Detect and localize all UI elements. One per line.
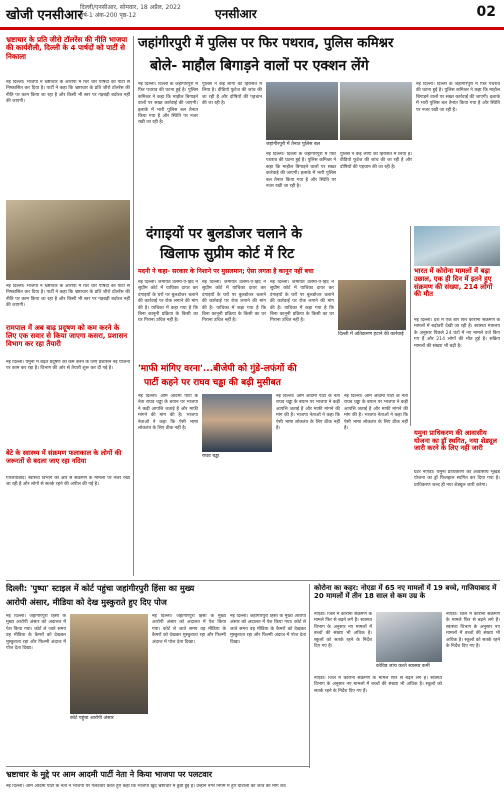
lead-body-col3: नई दिल्ली। दिल्ली के जहांगीरपुरी में फिर पथराव की घटना हुई है। पुलिस कमिश्नर ने कहा कि माहौल बिगाड़ने वालों पर सख्त कार्रवाई की जाएगी। इलाके में भारी पुलिस बल तैनात किया गया है और स्थिति पर नजर रखी जा रही है। xyxy=(266,152,336,190)
mid-subhead: मदनी ने कहा- सरकार के निशाने पर मुसलमान; ऐसा लगता है कानून नहीं बचा xyxy=(138,268,314,275)
lead-photo-crowd xyxy=(266,82,338,140)
corona-kids-body-col2: नोएडा। जिले में कोरोना संक्रमण के मामले फिर से बढ़ने लगे हैं। स्वास्थ्य विभाग के अनुसार नए मामलों में बच्चों की संख्या भी अधिक है। स्कूलों को सतर्क रहने के निर्देश दिए गए हैं। xyxy=(446,612,500,650)
quote-body-col2: नई दिल्ली। आम आदमी पार्टी के नेता राघव चड्ढा के बयान पर भाजपा ने कड़ी आपत्ति जताई है और माफी मांगने की मांग की है। भाजपा नेताओं ने कहा कि ऐसी भाषा लोकतंत्र के लिए ठीक नहीं है। xyxy=(276,394,340,432)
mid-photo-demolition xyxy=(338,280,406,330)
left-story-1-headline: भ्रष्टाचार के प्रति जीरो टॉलरेंस की नीति भाजपा की कार्यशैली, दिल्ली के 4 पार्षदों को पार्टी से निकाला xyxy=(6,35,128,61)
page-number: 02 xyxy=(476,4,496,20)
quote-body-col1: नई दिल्ली। आम आदमी पार्टी के नेता राघव चड्ढा के बयान पर भाजपा ने कड़ी आपत्ति जताई है और माफी मांगने की मांग की है। भाजपा नेताओं ने कहा कि ऐसी भाषा लोकतंत्र के लिए ठीक नहीं है। xyxy=(138,394,198,432)
quote-headline-line2: पार्टी कहने पर राघव चड्ढा की बढ़ी मुसीबत xyxy=(144,378,281,388)
right-story-2-body: ग्रेटर नोएडा। यमुना प्राधिकरण की आवासीय भूखंड योजना का ड्रॉ फिलहाल स्थगित कर दिया गया है। प्राधिकरण जल्द ही नया शेड्यूल जारी करेगा। xyxy=(414,470,500,488)
left-story-2-headline: रामपाल में अब बाढ़ प्रदूषण को कम करने के लिए एक सवार से किया जाएगा कसरा, प्रशासन विभाग कर रहा तैयारी xyxy=(6,324,128,349)
column-divider-right xyxy=(410,226,411,426)
pushpa-body-col2: नई दिल्ली। जहांगीरपुरी हिंसा के मुख्य आरोपी अंसार को अदालत में पेश किया गया। कोर्ट ले जाते समय वह मीडिया के कैमरों को देखकर मुस्कुराता रहा और फिल्मी अंदाज में पोज देता दिखा। xyxy=(152,614,226,645)
lead-headline-line2: बोले- माहौल बिगाड़ने वालों पर एक्शन लेंगे xyxy=(150,58,369,74)
left-photo-bulldozer xyxy=(6,200,130,280)
right-story-1-headline: भारत में कोरोना मामलों में बढ़ा उछाल, एक ही दिन में इतने हुए संक्रमण की संख्या, 214 लोगों की मौत xyxy=(414,267,493,299)
lead-headline-line1: जहांगीरपुरी में पुलिस पर फिर पथराव, पुलिस कमिश्नर xyxy=(138,36,394,51)
lead-body-col4: पुलिस ने कई लोगों को हिरासत में लिया है। वीडियो फुटेज की जांच की जा रही है और दोषियों की पहचान की जा रही है। xyxy=(340,152,412,170)
left-story-3-body: गाजियाबाद। स्वास्थ्य विभाग की ओर से संक्रमण के मामलों पर नजर रखी जा रही है और लोगों से सतर्क रहने की अपील की गई है। xyxy=(6,476,130,488)
bottom-headline: भ्रष्टाचार के मुद्दे पर आम आदमी पार्टी नेता ने किया भाजपा पर पलटवार xyxy=(6,770,213,779)
quote-photo-raghav xyxy=(202,394,272,452)
mid-body-col1: नई दिल्ली। जमीयत उलेमा-ए-हिंद ने सुप्रीम कोर्ट में याचिका दायर कर दंगाइयों के घरों पर बुलडोजर चलाने की कार्रवाई पर रोक लगाने की मांग की है। याचिका में कहा गया है कि बिना कानूनी प्रक्रिया के किसी का घर गिराना उचित नहीं है। xyxy=(138,280,198,324)
mid-headline-line1: दंगाइयों पर बुलडोजर चलाने के xyxy=(146,226,302,242)
quote-body-col3: नई दिल्ली। आम आदमी पार्टी के नेता राघव चड्ढा के बयान पर भाजपा ने कड़ी आपत्ति जताई है और माफी मांगने की मांग की है। भाजपा नेताओं ने कहा कि ऐसी भाषा लोकतंत्र के लिए ठीक नहीं है। xyxy=(344,394,408,432)
right-photo-covid xyxy=(414,226,500,266)
corona-kids-headline: कोरोना का कहर: नोएडा में 65 नए मामलों में 19 बच्चे, गाजियाबाद में 20 मामलों में तीन 18 साल से कम उम्र के xyxy=(314,584,497,601)
left-story-1-body: नई दिल्ली। भाजपा ने भ्रष्टाचार के आरोपों में घिरे चार पार्षदों को पार्टी से निष्कासित कर दिया है। पार्टी ने कहा कि भ्रष्टाचार के प्रति जीरो टॉलरेंस की नीति पर काम किया जा रहा है और किसी भी स्तर पर गड़बड़ी बर्दाश्त नहीं की जाएगी। xyxy=(6,80,130,105)
pushpa-body-col3: नई दिल्ली। जहांगीरपुरी हिंसा के मुख्य आरोपी अंसार को अदालत में पेश किया गया। कोर्ट ले जाते समय वह मीडिया के कैमरों को देखकर मुस्कुराता रहा और फिल्मी अंदाज में पोज देता दिखा। xyxy=(230,614,306,645)
mid-body-col3: नई दिल्ली। जमीयत उलेमा-ए-हिंद ने सुप्रीम कोर्ट में याचिका दायर कर दंगाइयों के घरों पर बुलडोजर चलाने की कार्रवाई पर रोक लगाने की मांग की है। याचिका में कहा गया है कि बिना कानूनी प्रक्रिया के किसी का घर गिराना उचित नहीं है। xyxy=(270,280,334,324)
mid-headline-line2: खिलाफ सुप्रीम कोर्ट में रिट xyxy=(160,246,295,262)
corona-kids-body-col1: नोएडा। जिले में कोरोना संक्रमण के मामले फिर से बढ़ने लगे हैं। स्वास्थ्य विभाग के अनुसार नए मामलों में बच्चों की संख्या भी अधिक है। स्कूलों को सतर्क रहने के निर्देश दिए गए हैं। xyxy=(314,612,372,650)
section-label: एनसीआर xyxy=(215,7,257,21)
column-divider-left xyxy=(133,36,134,576)
mid-body-col2: नई दिल्ली। जमीयत उलेमा-ए-हिंद ने सुप्रीम कोर्ट में याचिका दायर कर दंगाइयों के घरों पर बुलडोजर चलाने की कार्रवाई पर रोक लगाने की मांग की है। याचिका में कहा गया है कि बिना कानूनी प्रक्रिया के किसी का घर गिराना उचित नहीं है। xyxy=(202,280,266,324)
right-story-2-headline: यमुना प्राधिकरण की आवासीय योजना का ड्रॉ स्थगित, नया शेड्यूल जारी करने के लिए नहीं जारी xyxy=(414,429,497,453)
column-divider-bottom xyxy=(309,584,310,768)
bottom-divider xyxy=(6,766,310,767)
pushpa-body-col1: नई दिल्ली। जहांगीरपुरी हिंसा के मुख्य आरोपी अंसार को अदालत में पेश किया गया। कोर्ट ले जाते समय वह मीडिया के कैमरों को देखकर मुस्कुराता रहा और फिल्मी अंदाज में पोज देता दिखा। xyxy=(6,614,66,652)
right-story-1-body: नई दिल्ली। देश में एक बार फिर कोरोना संक्रमण के मामलों में बढ़ोतरी देखी जा रही है। स्वास्थ्य मंत्रालय के अनुसार पिछले 24 घंटों में नए मामले दर्ज किए गए हैं और 214 लोगों की मौत हुई है। सक्रिय मामलों की संख्या भी बढ़ी है। xyxy=(414,318,500,349)
left-story-3-headline: बेटे के स्वास्थ्य में संक्रमण फलाकाल के लोगों की जरूरतों से बदला जाए रहा नदिया xyxy=(6,449,122,465)
lead-body-col5: नई दिल्ली। दिल्ली के जहांगीरपुरी में फिर पथराव की घटना हुई है। पुलिस कमिश्नर ने कहा कि माहौल बिगाड़ने वालों पर सख्त कार्रवाई की जाएगी। इलाके में भारी पुलिस बल तैनात किया गया है और स्थिति पर नजर रखी जा रही है। xyxy=(416,82,500,113)
pushpa-headline-line1: दिल्ली: 'पुष्पा' स्टाइल में कोर्ट पहुंचा जहांगीरपुरी हिंसा का मुख्य xyxy=(6,583,195,593)
pushpa-headline-line2: आरोपी अंसार, मीडिया को देख मुस्कुराते हुए दिए पोज xyxy=(6,597,167,607)
corona-kids-body-col3: नोएडा। जिले में कोरोना संक्रमण के मामले फिर से बढ़ने लगे हैं। स्वास्थ्य विभाग के अनुसार नए मामलों में बच्चों की संख्या भी अधिक है। स्कूलों को सतर्क रहने के निर्देश दिए गए हैं। xyxy=(314,676,442,694)
left-story-1-body-cont: नई दिल्ली। भाजपा ने भ्रष्टाचार के आरोपों में घिरे चार पार्षदों को पार्टी से निष्कासित कर दिया है। पार्टी ने कहा कि भ्रष्टाचार के प्रति जीरो टॉलरेंस की नीति पर काम किया जा रहा है और किसी भी स्तर पर गड़बड़ी बर्दाश्त नहीं की जाएगी। xyxy=(6,284,130,309)
corona-kids-caption: कोविड जांच करते स्वास्थ्य कर्मी xyxy=(376,664,430,669)
page-header xyxy=(0,0,504,30)
lead-body-col2: पुलिस ने कई लोगों को हिरासत में लिया है। वीडियो फुटेज की जांच की जा रही है और दोषियों की पहचान की जा रही है। xyxy=(202,82,262,107)
dateline-date: दिल्ली/एनसीआर, सोमवार, 18 अप्रैल, 2022 xyxy=(80,4,181,11)
dateline xyxy=(80,4,181,20)
masthead: खोजी एनसीआर xyxy=(6,8,83,23)
pushpa-photo-accused xyxy=(70,614,148,714)
quote-headline-line1: 'माफी मांगिए वरना'...बीजेपी को गुंडे-लफंगों की xyxy=(138,364,297,374)
dateline-edition: वर्ष-1 अंक-200 पृष्ठ-12 xyxy=(80,12,137,19)
lead-photo-caption: जहांगीरपुरी में तैनात पुलिस बल xyxy=(266,142,320,147)
mid-photo-caption: दिल्ली में अतिक्रमण हटाने की कार्रवाई xyxy=(338,332,404,337)
section-divider xyxy=(6,580,500,581)
pushpa-photo-caption: कोर्ट पहुंचा आरोपी अंसार xyxy=(70,716,114,721)
bottom-body: नई दिल्ली। आम आदमी पार्टी के नेता ने भाजपा पर पलटवार करते हुए कहा कि भाजपा खुद भ्रष्टाचार में डूबी हुई है। उन्होंने नगर निगम में हुए घोटालों की जांच की मांग की। xyxy=(6,784,287,789)
corona-kids-photo xyxy=(376,612,442,662)
left-story-2-body: नई दिल्ली। यमुना में बढ़ते प्रदूषण को कम करने के लिए प्रशासन नई योजना पर काम कर रहा है। विभाग की ओर से तैयारी शुरू कर दी गई है। xyxy=(6,360,130,372)
quote-photo-caption: राघव चड्ढा xyxy=(202,454,220,459)
lead-body-col1: नई दिल्ली। दिल्ली के जहांगीरपुरी में फिर पथराव की घटना हुई है। पुलिस कमिश्नर ने कहा कि माहौल बिगाड़ने वालों पर सख्त कार्रवाई की जाएगी। इलाके में भारी पुलिस बल तैनात किया गया है और स्थिति पर नजर रखी जा रही है। xyxy=(138,82,198,126)
lead-photo-police xyxy=(340,82,412,140)
